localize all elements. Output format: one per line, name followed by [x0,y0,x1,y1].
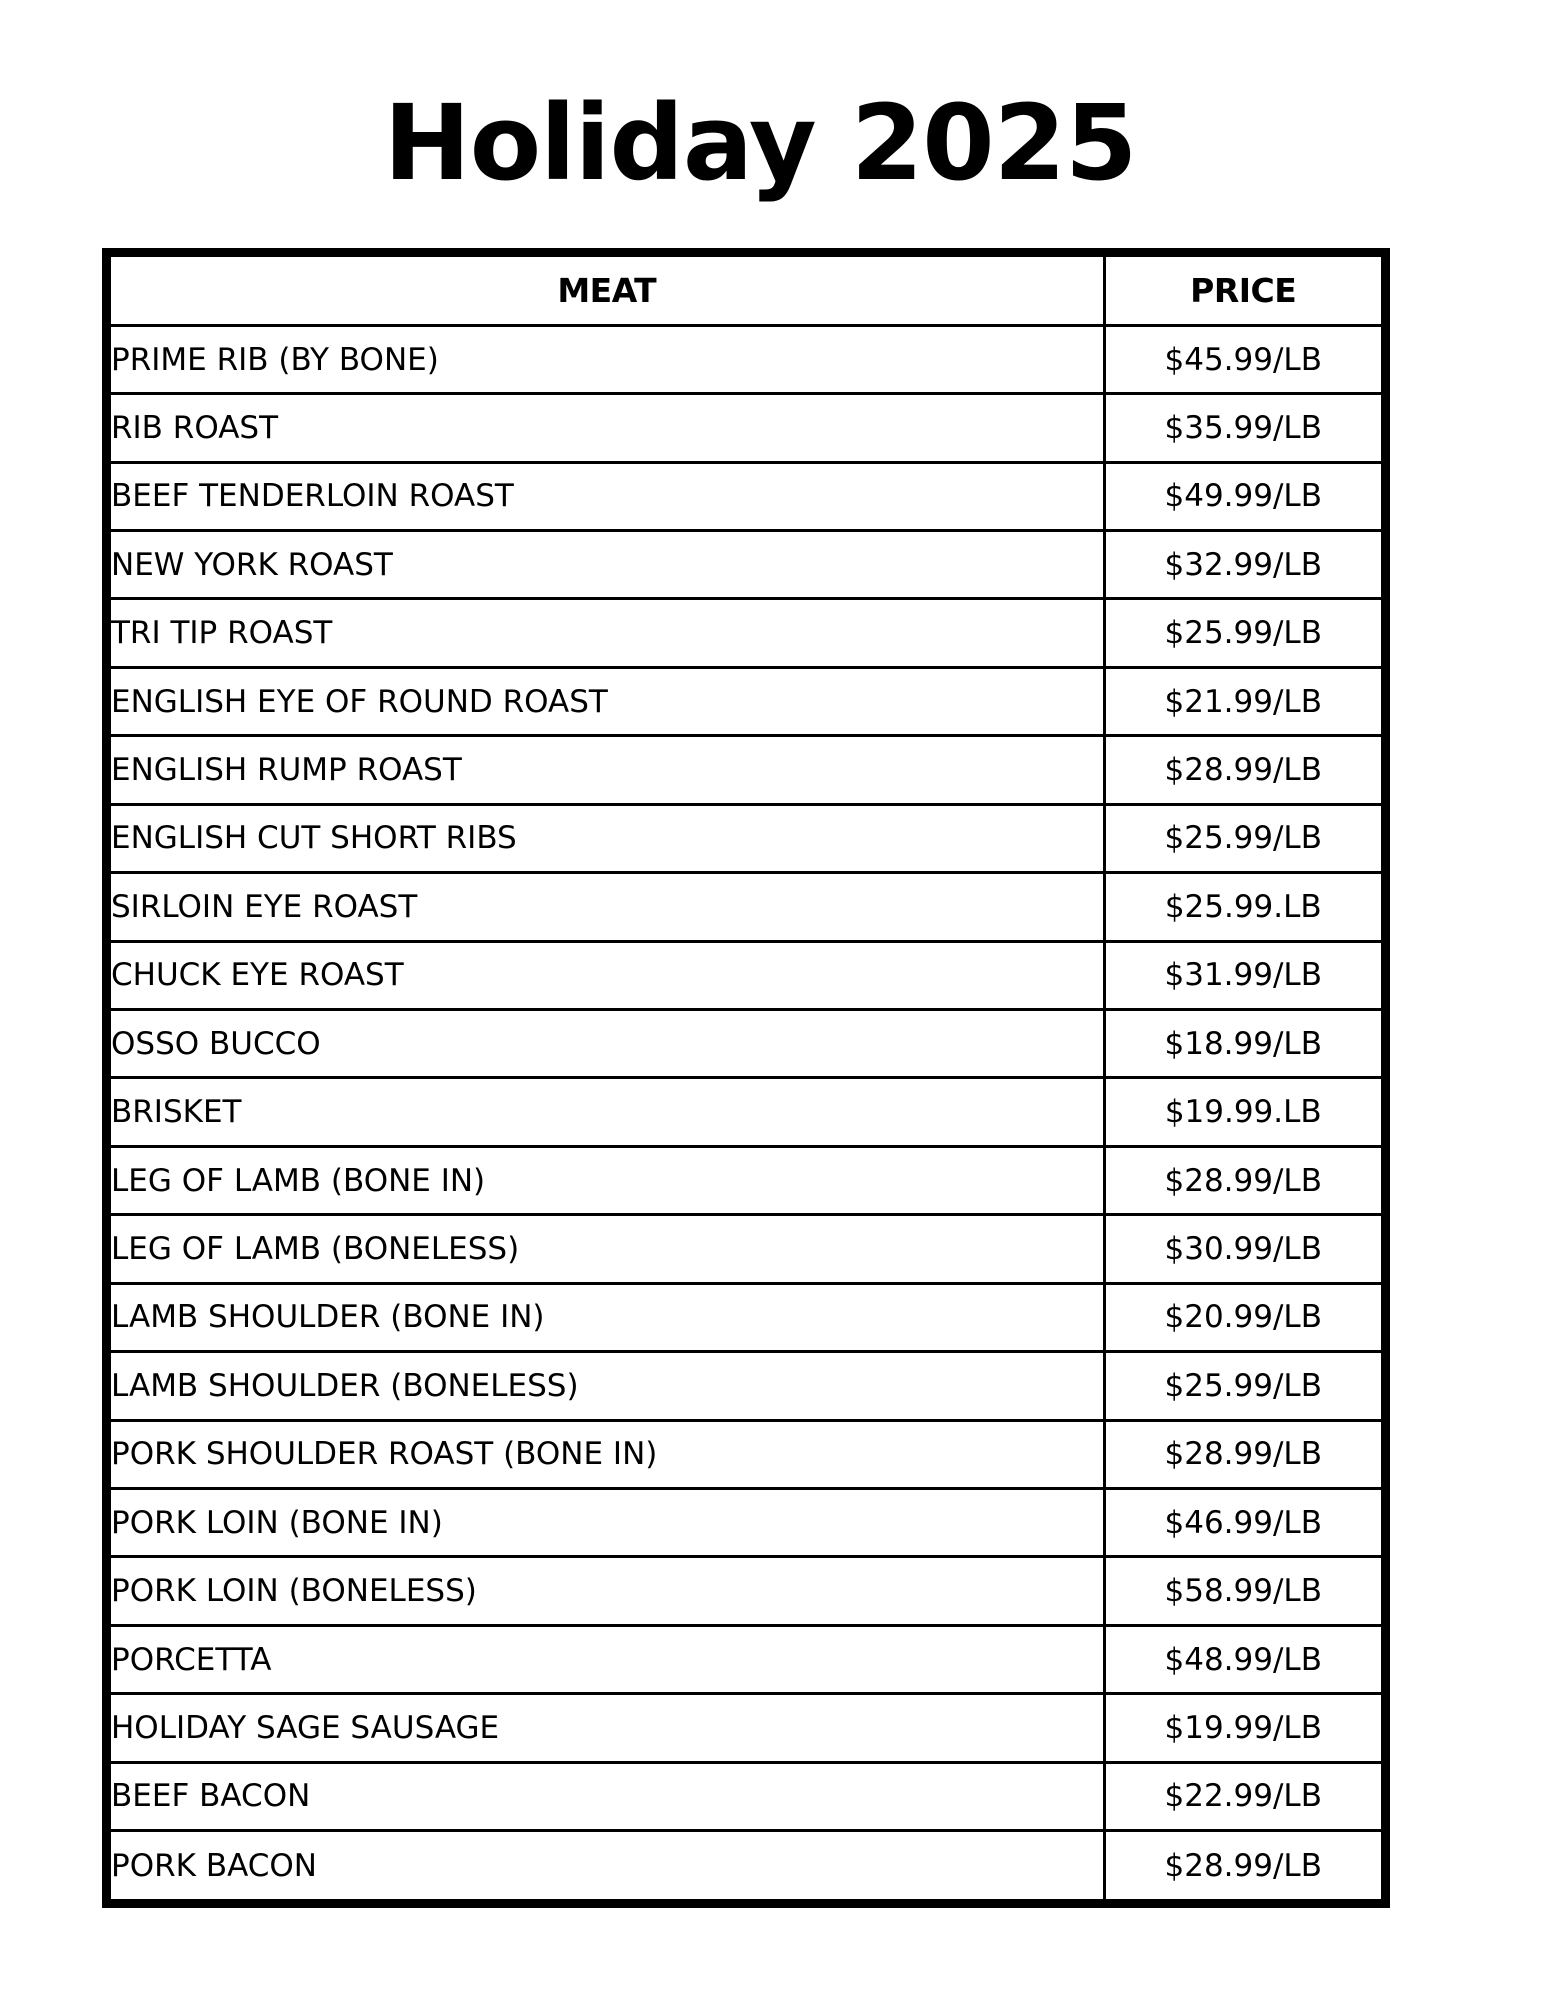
table-row [111,873,1381,941]
price-cell: $32.99/LB [1104,531,1381,599]
table-body [111,325,1381,1899]
meat-cell: PORK LOIN (BONE IN) [111,1488,1104,1556]
meat-cell: NEW YORK ROAST [111,531,1104,599]
price-cell: $21.99/LB [1104,667,1381,735]
table-row [111,1762,1381,1830]
price-cell: $30.99/LB [1104,1215,1381,1283]
price-cell: $25.99.LB [1104,873,1381,941]
meat-cell: BRISKET [111,1078,1104,1146]
table-row [111,1352,1381,1420]
table-row [111,394,1381,462]
price-cell: $45.99/LB [1104,325,1381,393]
price-cell: $18.99/LB [1104,1010,1381,1078]
table-row [111,462,1381,530]
price-cell: $25.99/LB [1104,804,1381,872]
meat-cell: HOLIDAY SAGE SAUSAGE [111,1694,1104,1762]
meat-cell: LEG OF LAMB (BONE IN) [111,1146,1104,1214]
price-cell: $28.99/LB [1104,1420,1381,1488]
table-row [111,1283,1381,1351]
table-row [111,1488,1381,1556]
price-cell: $20.99/LB [1104,1283,1381,1351]
meat-cell: LEG OF LAMB (BONELESS) [111,1215,1104,1283]
table-row [111,1694,1381,1762]
table-row [111,531,1381,599]
meat-cell: PRIME RIB (BY BONE) [111,325,1104,393]
meat-cell: CHUCK EYE ROAST [111,941,1104,1009]
price-cell: $48.99/LB [1104,1625,1381,1693]
meat-cell: TRI TIP ROAST [111,599,1104,667]
page-title: Holiday 2025 [383,82,1137,204]
price-cell: $46.99/LB [1104,1488,1381,1556]
meat-cell: PORCETTA [111,1625,1104,1693]
price-table-frame [102,248,1390,1908]
meat-cell: LAMB SHOULDER (BONE IN) [111,1283,1104,1351]
price-cell: $28.99/LB [1104,736,1381,804]
table-header-row [111,257,1381,325]
meat-cell: PORK BACON [111,1831,1104,1899]
price-cell: $28.99/LB [1104,1831,1381,1899]
meat-cell: ENGLISH EYE OF ROUND ROAST [111,667,1104,735]
header-price: PRICE [1104,257,1381,325]
meat-cell: PORK SHOULDER ROAST (BONE IN) [111,1420,1104,1488]
price-cell: $25.99/LB [1104,599,1381,667]
table-row [111,1420,1381,1488]
meat-cell: SIRLOIN EYE ROAST [111,873,1104,941]
meat-cell: BEEF BACON [111,1762,1104,1830]
table-row [111,1146,1381,1214]
table-row [111,1215,1381,1283]
meat-cell: ENGLISH CUT SHORT RIBS [111,804,1104,872]
meat-cell: LAMB SHOULDER (BONELESS) [111,1352,1104,1420]
table-row [111,736,1381,804]
table-row [111,1010,1381,1078]
price-cell: $19.99/LB [1104,1694,1381,1762]
price-table [111,257,1381,1899]
table-row [111,1625,1381,1693]
meat-cell: BEEF TENDERLOIN ROAST [111,462,1104,530]
price-cell: $22.99/LB [1104,1762,1381,1830]
meat-cell: ENGLISH RUMP ROAST [111,736,1104,804]
price-cell: $28.99/LB [1104,1146,1381,1214]
meat-cell: RIB ROAST [111,394,1104,462]
table-row [111,941,1381,1009]
meat-cell: PORK LOIN (BONELESS) [111,1557,1104,1625]
table-row [111,667,1381,735]
table-row [111,325,1381,393]
price-cell: $58.99/LB [1104,1557,1381,1625]
header-meat: MEAT [111,257,1104,325]
price-cell: $31.99/LB [1104,941,1381,1009]
price-cell: $49.99/LB [1104,462,1381,530]
price-cell: $35.99/LB [1104,394,1381,462]
table-row [111,1557,1381,1625]
table-row [111,1078,1381,1146]
table-row [111,1831,1381,1899]
price-cell: $19.99.LB [1104,1078,1381,1146]
meat-cell: OSSO BUCCO [111,1010,1104,1078]
table-row [111,804,1381,872]
table-row [111,599,1381,667]
price-cell: $25.99/LB [1104,1352,1381,1420]
